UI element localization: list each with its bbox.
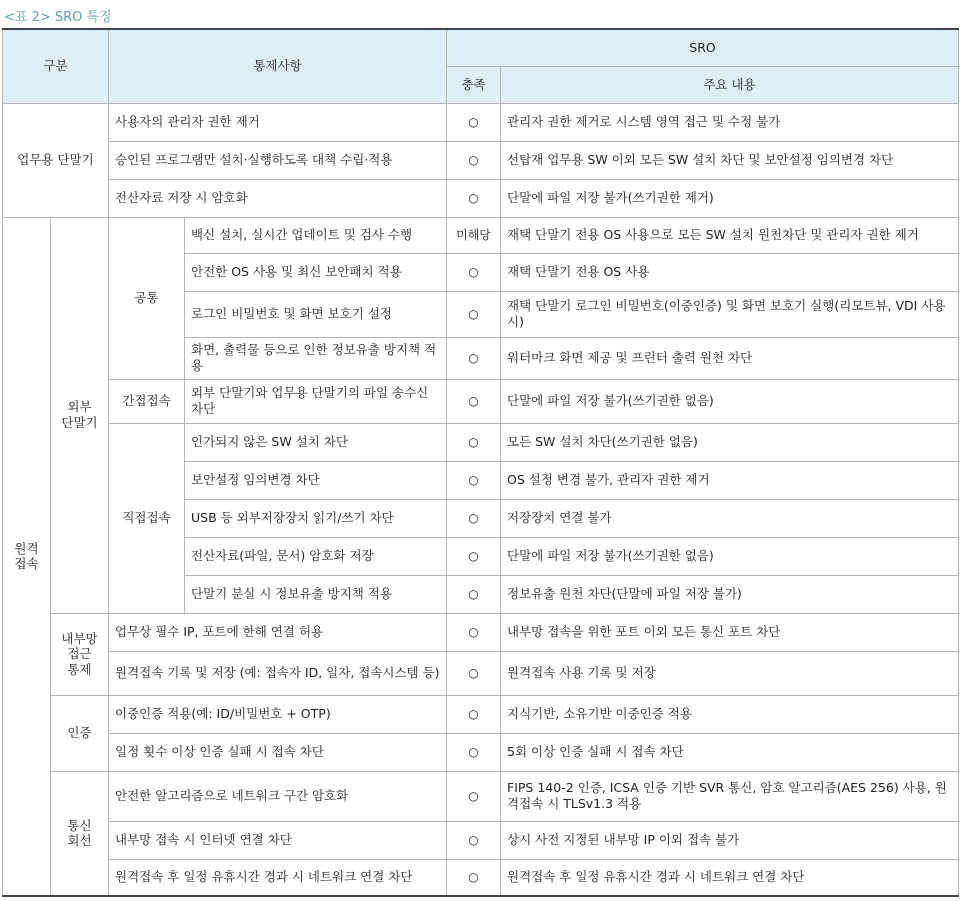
section-business: 업무용 단말기	[3, 103, 109, 217]
control-cell: 사용자의 관리자 권한 제거	[109, 103, 447, 141]
main-cell: 상시 사전 지정된 내부망 IP 이외 접속 불가	[501, 821, 959, 859]
main-cell: 원격접속 사용 기록 및 저장	[501, 651, 959, 695]
satisfy-cell: ○	[447, 733, 501, 771]
section-external: 외부 단말기	[51, 217, 109, 613]
table-row	[3, 423, 959, 461]
satisfy-cell: ○	[447, 821, 501, 859]
main-cell: 단말에 파일 저장 불가(쓰기권한 없음)	[501, 537, 959, 575]
control-cell: 단말기 분실 시 정보유출 방지책 적용	[185, 575, 447, 613]
main-cell: 원격접속 후 일정 유휴시간 경과 시 네트워크 연결 차단	[501, 859, 959, 896]
section-auth: 인증	[51, 695, 109, 771]
main-cell: 관리자 권한 제거로 시스템 영역 접근 및 수정 불가	[501, 103, 959, 141]
table-row	[3, 613, 959, 651]
main-cell: OS 설정 변경 불가, 관리자 권한 제거	[501, 461, 959, 499]
main-cell: 워터마크 화면 제공 및 프린터 출력 원천 차단	[501, 337, 959, 379]
satisfy-cell: ○	[447, 253, 501, 291]
header-control: 통제사항	[109, 29, 447, 103]
control-cell: 이중인증 적용(예: ID/비밀번호 + OTP)	[109, 695, 447, 733]
satisfy-cell: ○	[447, 103, 501, 141]
control-cell: 원격접속 후 일정 유휴시간 경과 시 네트워크 연결 차단	[109, 859, 447, 896]
satisfy-cell: ○	[447, 499, 501, 537]
satisfy-cell: ○	[447, 141, 501, 179]
table-row	[3, 179, 959, 217]
control-cell: 화면, 출력물 등으로 인한 정보유출 방지책 적용	[185, 337, 447, 379]
main-cell: 저장장치 연결 불가	[501, 499, 959, 537]
satisfy-cell: ○	[447, 695, 501, 733]
satisfy-cell: ○	[447, 613, 501, 651]
sro-features-table	[2, 28, 959, 897]
satisfy-cell: ○	[447, 379, 501, 423]
main-cell: 선탑재 업무용 SW 이외 모든 SW 설치 차단 및 보안설정 임의변경 차단	[501, 141, 959, 179]
section-internal: 내부망 접근 통제	[51, 613, 109, 695]
control-cell: 원격접속 기록 및 저장 (예: 접속자 ID, 일자, 접속시스템 등)	[109, 651, 447, 695]
table-row	[3, 733, 959, 771]
table-row	[3, 821, 959, 859]
satisfy-cell: ○	[447, 179, 501, 217]
main-cell: 모든 SW 설치 차단(쓰기권한 없음)	[501, 423, 959, 461]
control-cell: 로그인 비밀번호 및 화면 보호기 설정	[185, 291, 447, 337]
table-row	[3, 217, 959, 253]
control-cell: 전산자료(파일, 문서) 암호화 저장	[185, 537, 447, 575]
table-row	[3, 695, 959, 733]
table-row	[3, 141, 959, 179]
header-satisfy: 충족	[447, 66, 501, 103]
header-main: 주요 내용	[501, 66, 959, 103]
table-caption: <표 2> SRO 특징	[4, 10, 112, 25]
satisfy-cell: ○	[447, 771, 501, 821]
control-cell: 보안설정 임의변경 차단	[185, 461, 447, 499]
control-cell: 외부 단말기와 업무용 단말기의 파일 송수신 차단	[185, 379, 447, 423]
control-cell: 안전한 OS 사용 및 최신 보안패치 적용	[185, 253, 447, 291]
satisfy-cell: ○	[447, 575, 501, 613]
section-common: 공통	[109, 217, 185, 379]
main-cell: 재택 단말기 전용 OS 사용으로 모든 SW 설치 원천차단 및 관리자 권한 제거	[501, 217, 959, 253]
table-row	[3, 651, 959, 695]
control-cell: 백신 설치, 실시간 업데이트 및 검사 수행	[185, 217, 447, 253]
table-row	[3, 771, 959, 821]
main-cell: 재택 단말기 로그인 비밀번호(이중인증) 및 화면 보호기 실행(리모트뷰, VDI 사용 시)	[501, 291, 959, 337]
control-cell: 업무상 필수 IP, 포트에 한해 연결 허용	[109, 613, 447, 651]
main-cell: 단말에 파일 저장 불가(쓰기권한 없음)	[501, 379, 959, 423]
satisfy-cell: ○	[447, 859, 501, 896]
section-direct: 직접접속	[109, 423, 185, 613]
control-cell: 일정 횟수 이상 인증 실패 시 접속 차단	[109, 733, 447, 771]
header-sro: SRO	[447, 29, 959, 66]
section-remote: 원격 접속	[3, 217, 51, 896]
main-cell: 내부망 접속을 위한 포트 이외 모든 통신 포트 차단	[501, 613, 959, 651]
main-cell: 정보유출 원천 차단(단말에 파일 저장 불가)	[501, 575, 959, 613]
satisfy-cell: ○	[447, 423, 501, 461]
main-cell: FIPS 140-2 인증, ICSA 인증 기반 SVR 통신, 암호 알고리즘(AES 256) 사용, 원격접속 시 TLSv1.3 적용	[501, 771, 959, 821]
section-comm: 통신 회선	[51, 771, 109, 896]
control-cell: 승인된 프로그램만 설치·실행하도록 대책 수립·적용	[109, 141, 447, 179]
table-row	[3, 103, 959, 141]
satisfy-cell: ○	[447, 537, 501, 575]
main-cell: 재택 단말기 전용 OS 사용	[501, 253, 959, 291]
main-cell: 단말에 파일 저장 불가(쓰기권한 제거)	[501, 179, 959, 217]
control-cell: 전산자료 저장 시 암호화	[109, 179, 447, 217]
satisfy-cell: 미해당	[447, 217, 501, 253]
satisfy-cell: ○	[447, 291, 501, 337]
control-cell: USB 등 외부저장장치 읽기/쓰기 차단	[185, 499, 447, 537]
control-cell: 인가되지 않은 SW 설치 차단	[185, 423, 447, 461]
header-category: 구분	[3, 29, 109, 103]
control-cell: 내부망 접속 시 인터넷 연결 차단	[109, 821, 447, 859]
satisfy-cell: ○	[447, 337, 501, 379]
control-cell: 안전한 알고리즘으로 네트워크 구간 암호화	[109, 771, 447, 821]
section-indirect: 간접접속	[109, 379, 185, 423]
table-row	[3, 379, 959, 423]
main-cell: 5회 이상 인증 실패 시 접속 차단	[501, 733, 959, 771]
main-cell: 지식기반, 소유기반 이중인증 적용	[501, 695, 959, 733]
table-row	[3, 859, 959, 896]
satisfy-cell: ○	[447, 461, 501, 499]
satisfy-cell: ○	[447, 651, 501, 695]
